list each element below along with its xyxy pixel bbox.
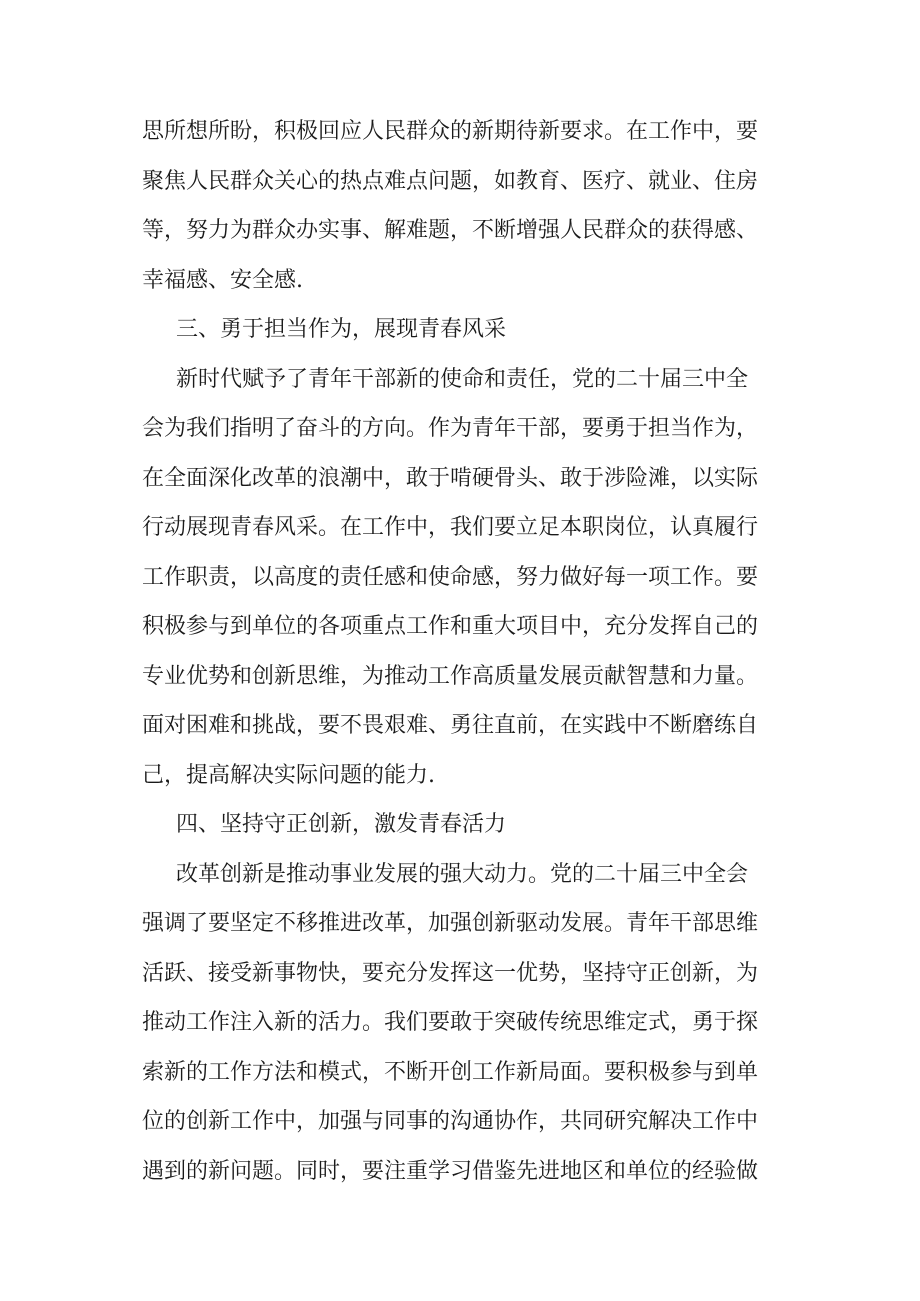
paragraph-section-3 — [142, 361, 786, 807]
section-heading-3: 三、勇于担当作为，展现青春风采 — [176, 317, 507, 342]
text-line: 专业优势和创新思维，为推动工作高质量发展贡献智慧和力量。 — [142, 663, 759, 689]
text-line: 幸福感、安全感. — [142, 267, 303, 293]
text-line: 会为我们指明了奋斗的方向。作为青年干部，要勇于担当作为， — [142, 416, 759, 441]
text-line: 面对困难和挑战，要不畏艰难、勇往直前，在实践中不断磨练自 — [142, 713, 759, 738]
text-line: 在全面深化改革的浪潮中，敢于啃硬骨头、敢于涉险滩，以实际 — [142, 465, 759, 491]
text-line: 推动工作注入新的活力。我们要敢于突破传统思维定式，勇于探 — [142, 1010, 759, 1035]
text-line: 工作职责，以高度的责任感和使命感，努力做好每一项工作。要 — [142, 564, 759, 590]
text-line: 位的创新工作中，加强与同事的沟通协作，共同研究解决工作中 — [142, 1109, 759, 1134]
paragraph-continuation — [142, 113, 786, 311]
text-line: 遇到的新问题。同时，要注重学习借鉴先进地区和单位的经验做 — [142, 1158, 759, 1184]
text-line: 积极参与到单位的各项重点工作和重大项目中，充分发挥自己的 — [142, 614, 759, 639]
text-line: 己，提高解决实际问题的能力. — [142, 762, 435, 788]
text-line: 行动展现青春风采。在工作中，我们要立足本职岗位，认真履行 — [142, 515, 759, 540]
paragraph-section-4 — [142, 856, 786, 1203]
text-line: 聚焦人民群众关心的热点难点问题，如教育、医疗、就业、住房 — [142, 168, 759, 194]
text-line: 思所想所盼，积极回应人民群众的新期待新要求。在工作中，要 — [142, 119, 759, 144]
text-line: 等，努力为群众办实事、解难题，不断增强人民群众的获得感、 — [142, 218, 759, 243]
text-line: 新时代赋予了青年干部新的使命和责任，党的二十届三中全 — [176, 366, 749, 392]
text-line: 改革创新是推动事业发展的强大动力。党的二十届三中全会 — [176, 861, 749, 887]
text-line: 索新的工作方法和模式，不断开创工作新局面。要积极参与到单 — [142, 1059, 759, 1085]
section-heading-4: 四、坚持守正创新，激发青春活力 — [176, 812, 507, 837]
document-body — [142, 113, 786, 1202]
text-line: 活跃、接受新事物快，要充分发挥这一优势，坚持守正创新，为 — [142, 960, 759, 986]
text-line: 强调了要坚定不移推进改革，加强创新驱动发展。青年干部思维 — [142, 911, 759, 936]
